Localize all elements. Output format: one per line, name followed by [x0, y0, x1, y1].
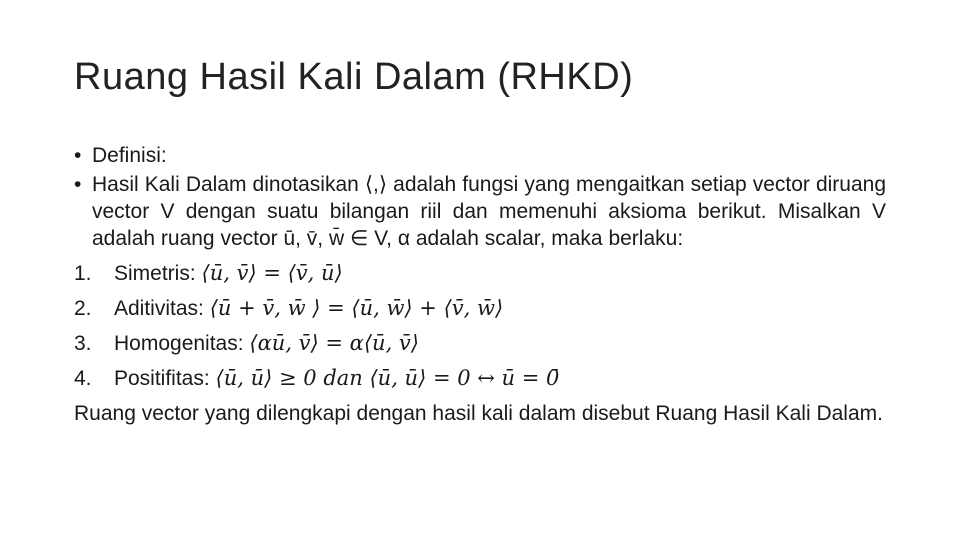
axiom-label: Homogenitas: — [114, 332, 244, 355]
axiom-simetris — [74, 260, 886, 287]
bullet-marker: • — [74, 173, 82, 196]
axiom-number: 2. — [74, 297, 92, 320]
axiom-formula: ⟨ū, v̄⟩ = ⟨v̄, ū⟩ — [201, 261, 343, 285]
slide-body — [74, 142, 886, 427]
bullet-marker: • — [74, 144, 82, 167]
bullet-definisi — [74, 142, 886, 169]
axiom-formula: ⟨ū, ū⟩ ≥ 0 dan ⟨ū, ū⟩ = 0 ↔ ū = 0̄ — [215, 366, 560, 390]
axiom-label: Simetris: — [114, 262, 196, 285]
axiom-positifitas — [74, 365, 886, 392]
axiom-formula: ⟨ū + v̄, w̄ ⟩ = ⟨ū, w̄⟩ + ⟨v̄, w̄⟩ — [209, 296, 504, 320]
axiom-homogenitas — [74, 330, 886, 357]
bullet-text: Definisi: — [92, 144, 167, 167]
closing-paragraph: Ruang vector yang dilengkapi dengan hasil kali dalam disebut Ruang Hasil Kali Dalam. — [74, 402, 883, 425]
slide-title: Ruang Hasil Kali Dalam (RHKD) — [74, 56, 634, 98]
axiom-number: 3. — [74, 332, 92, 355]
axiom-number: 4. — [74, 367, 92, 390]
axiom-label: Aditivitas: — [114, 297, 204, 320]
axiom-number: 1. — [74, 262, 92, 285]
bullet-hasil-kali-dalam — [74, 171, 886, 252]
axiom-formula: ⟨αū, v̄⟩ = α⟨ū, v̄⟩ — [249, 331, 419, 355]
axiom-aditivitas — [74, 295, 886, 322]
axiom-label: Positifitas: — [114, 367, 210, 390]
bullet-text: Hasil Kali Dalam dinotasikan ⟨,⟩ adalah fungsi yang mengaitkan setiap vector diruang vector V dengan suatu bilangan riil dan memenuhi aksioma berikut. Misalkan V adalah ruang vector ū, v̄, w̄ ∈ V, α adalah scalar, maka berlaku: — [92, 173, 886, 250]
